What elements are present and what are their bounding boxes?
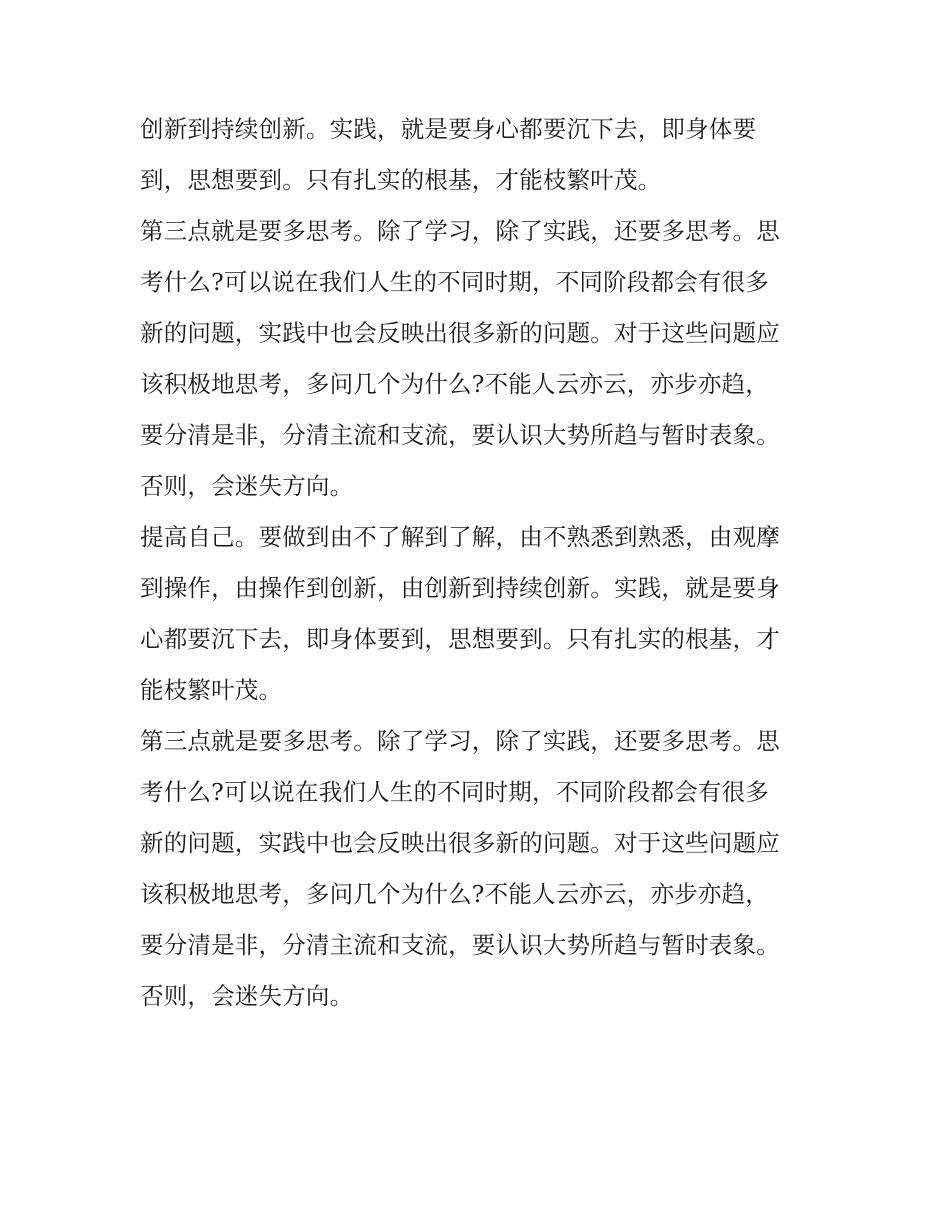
text-line: 心都要沉下去，即身体要到，思想要到。只有扎实的根基，才 <box>140 625 780 653</box>
document-body <box>140 104 820 1022</box>
text-line: 到操作，由操作到创新，由创新到持续创新。实践，就是要身 <box>140 574 780 602</box>
text-line: 要分清是非，分清主流和支流，要认识大势所趋与暂时表象。 <box>140 421 780 449</box>
text-line: 第三点就是要多思考。除了学习，除了实践，还要多思考。思 <box>140 727 780 755</box>
text-line: 考什么?可以说在我们人生的不同时期，不同阶段都会有很多 <box>140 778 769 806</box>
text-line: 新的问题，实践中也会反映出很多新的问题。对于这些问题应 <box>140 829 780 857</box>
text-line: 考什么?可以说在我们人生的不同时期，不同阶段都会有很多 <box>140 268 769 296</box>
text-line: 提高自己。要做到由不了解到了解，由不熟悉到熟悉，由观摩 <box>140 523 780 551</box>
text-line: 能枝繁叶茂。 <box>140 676 283 704</box>
text-line: 该积极地思考，多问几个为什么?不能人云亦云，亦步亦趋， <box>140 880 769 908</box>
text-line: 要分清是非，分清主流和支流，要认识大势所趋与暂时表象。 <box>140 931 780 959</box>
text-line: 否则，会迷失方向。 <box>140 472 354 500</box>
text-line: 到，思想要到。只有扎实的根基，才能枝繁叶茂。 <box>140 166 662 194</box>
text-line: 创新到持续创新。实践，就是要身心都要沉下去，即身体要 <box>140 115 757 143</box>
text-line: 新的问题，实践中也会反映出很多新的问题。对于这些问题应 <box>140 319 780 347</box>
text-line: 该积极地思考，多问几个为什么?不能人云亦云，亦步亦趋， <box>140 370 769 398</box>
text-line: 第三点就是要多思考。除了学习，除了实践，还要多思考。思 <box>140 217 780 245</box>
text-line: 否则，会迷失方向。 <box>140 982 354 1010</box>
